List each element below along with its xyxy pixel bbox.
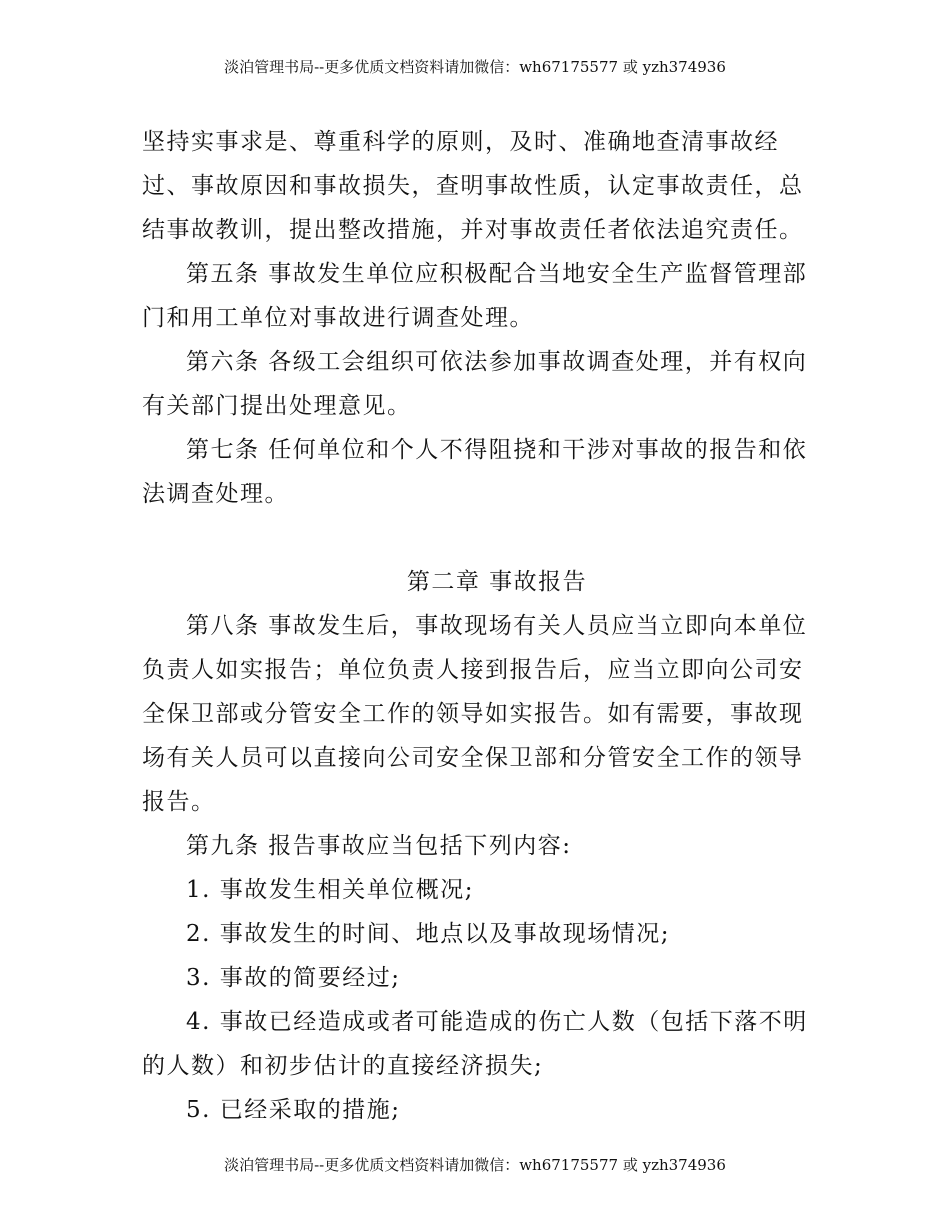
chapter-heading: 第二章 事故报告 [406,569,588,595]
list-item-2: 2. 事故发生的时间、地点以及事故现场情况; [186,921,671,947]
page-header: 淡泊管理书局--更多优质文档资料请加微信：wh67175577 或 yzh374936 [224,58,726,76]
page-footer: 淡泊管理书局--更多优质文档资料请加微信：wh67175577 或 yzh374936 [224,1156,726,1174]
list-item-1: 1. 事故发生相关单位概况; [186,877,475,903]
article-8: 第八条 事故发生后，事故现场有关人员应当立即向本单位负责人如实报告；单位负责人接到报告后，应当立即向公司安全保卫部或分管安全工作的领导如实报告。如有需要，事故现场有关人员可以直接向公司安全保卫部和分管安全工作的领导报告。 [142,613,808,815]
article-5: 第五条 事故发生单位应积极配合当地安全生产监督管理部门和用工单位对事故进行调查处理。 [142,261,808,331]
article-7: 第七条 任何单位和个人不得阻挠和干涉对事故的报告和依法调查处理。 [142,437,808,507]
list-item-5: 5. 已经采取的措施; [186,1097,401,1123]
list-item-4: 4. 事故已经造成或者可能造成的伤亡人数（包括下落不明的人数）和初步估计的直接经济损失; [142,1009,808,1079]
paragraph-continuation: 坚持实事求是、尊重科学的原则，及时、准确地查清事故经过、事故原因和事故损失，查明事故性质，认定事故责任，总结事故教训，提出整改措施，并对事故责任者依法追究责任。 [142,129,804,243]
article-9: 第九条 报告事故应当包括下列内容: [186,833,572,859]
article-6: 第六条 各级工会组织可依法参加事故调查处理，并有权向有关部门提出处理意见。 [142,349,808,419]
document-body [142,120,812,1132]
list-item-3: 3. 事故的简要经过; [186,965,401,991]
